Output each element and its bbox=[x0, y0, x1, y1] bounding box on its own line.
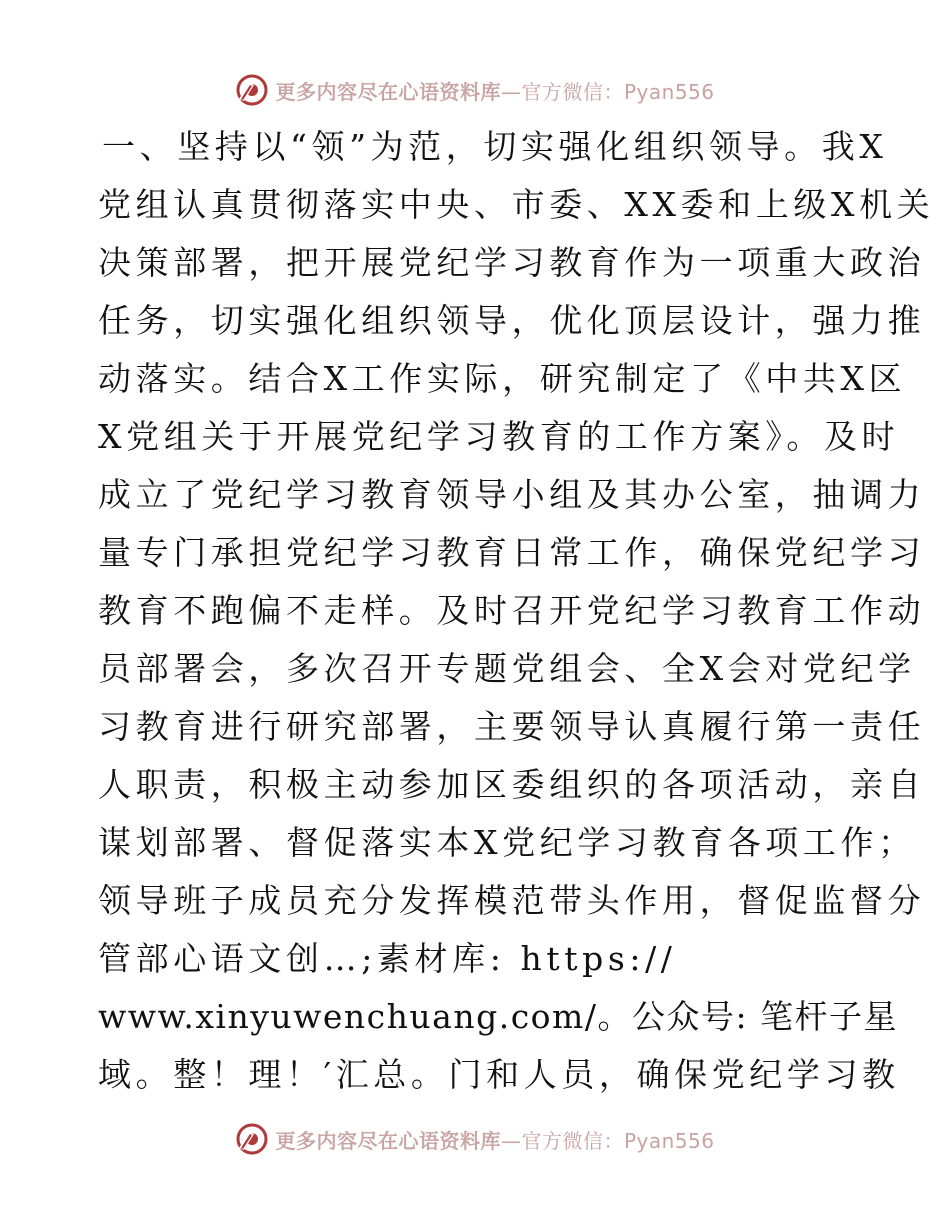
footer-contact-id: Pyan556 bbox=[623, 1128, 715, 1153]
text-line: 成立了党纪学习教育领导小组及其办公室，抽调力 bbox=[98, 475, 926, 514]
footer-contact-label: 官方微信： bbox=[521, 1128, 624, 1153]
text-line: www.xinyuwenchuang.com/。公众号: 笔杆子星 bbox=[98, 997, 899, 1036]
header-watermark-inner bbox=[235, 73, 714, 107]
text-line: 教育不跑偏不走样。及时召开党纪学习教育工作动 bbox=[98, 591, 926, 630]
text-line: 人职责，积极主动参加区委组织的各项活动，亲自 bbox=[98, 765, 926, 804]
footer-watermark-inner bbox=[235, 1122, 714, 1156]
footer-separator: — bbox=[500, 1128, 522, 1153]
text-line: 动落实。结合X工作实际，研究制定了《中共X区 bbox=[98, 359, 907, 398]
text-line: X党组关于开展党纪学习教育的工作方案》。及时 bbox=[98, 417, 900, 456]
text-line: 习教育进行研究部署，主要领导认真履行第一责任 bbox=[98, 707, 926, 746]
text-line: 域。整！理！′汇总。门和人员，确保党纪学习教 bbox=[98, 1055, 900, 1094]
header-watermark-text bbox=[275, 76, 714, 105]
footer-watermark-text bbox=[275, 1125, 714, 1154]
header-contact-id: Pyan556 bbox=[623, 79, 715, 104]
footer-watermark bbox=[0, 1119, 950, 1159]
text-line: 量专门承担党纪学习教育日常工作，确保党纪学习 bbox=[98, 533, 926, 572]
header-brand-text: 更多内容尽在心语资料库 bbox=[275, 79, 501, 104]
text-line: 员部署会，多次召开专题党组会、全X会对党纪学 bbox=[98, 649, 916, 688]
header-contact-label: 官方微信： bbox=[521, 79, 624, 104]
header-watermark bbox=[0, 70, 950, 110]
text-line: 领导班子成员充分发挥模范带头作用，督促监督分 bbox=[98, 881, 926, 920]
text-line: 一、坚持以“领”为范，切实强化组织领导。我X bbox=[102, 127, 888, 166]
footer-brand-text: 更多内容尽在心语资料库 bbox=[275, 1128, 501, 1153]
brand-logo-icon bbox=[235, 1122, 269, 1156]
text-line: 党组认真贯彻落实中央、市委、XX委和上级X机关 bbox=[98, 185, 935, 224]
text-line: 决策部署，把开展党纪学习教育作为一项重大政治 bbox=[98, 243, 926, 282]
text-line: 谋划部署、督促落实本X党纪学习教育各项工作； bbox=[98, 823, 916, 862]
header-separator: — bbox=[500, 79, 522, 104]
text-line: 任务，切实强化组织领导，优化顶层设计，强力推 bbox=[98, 301, 926, 340]
brand-logo-icon bbox=[235, 73, 269, 107]
document-body bbox=[98, 118, 935, 1104]
text-line: 管部心语文创…;素材库: https:// bbox=[98, 939, 677, 978]
